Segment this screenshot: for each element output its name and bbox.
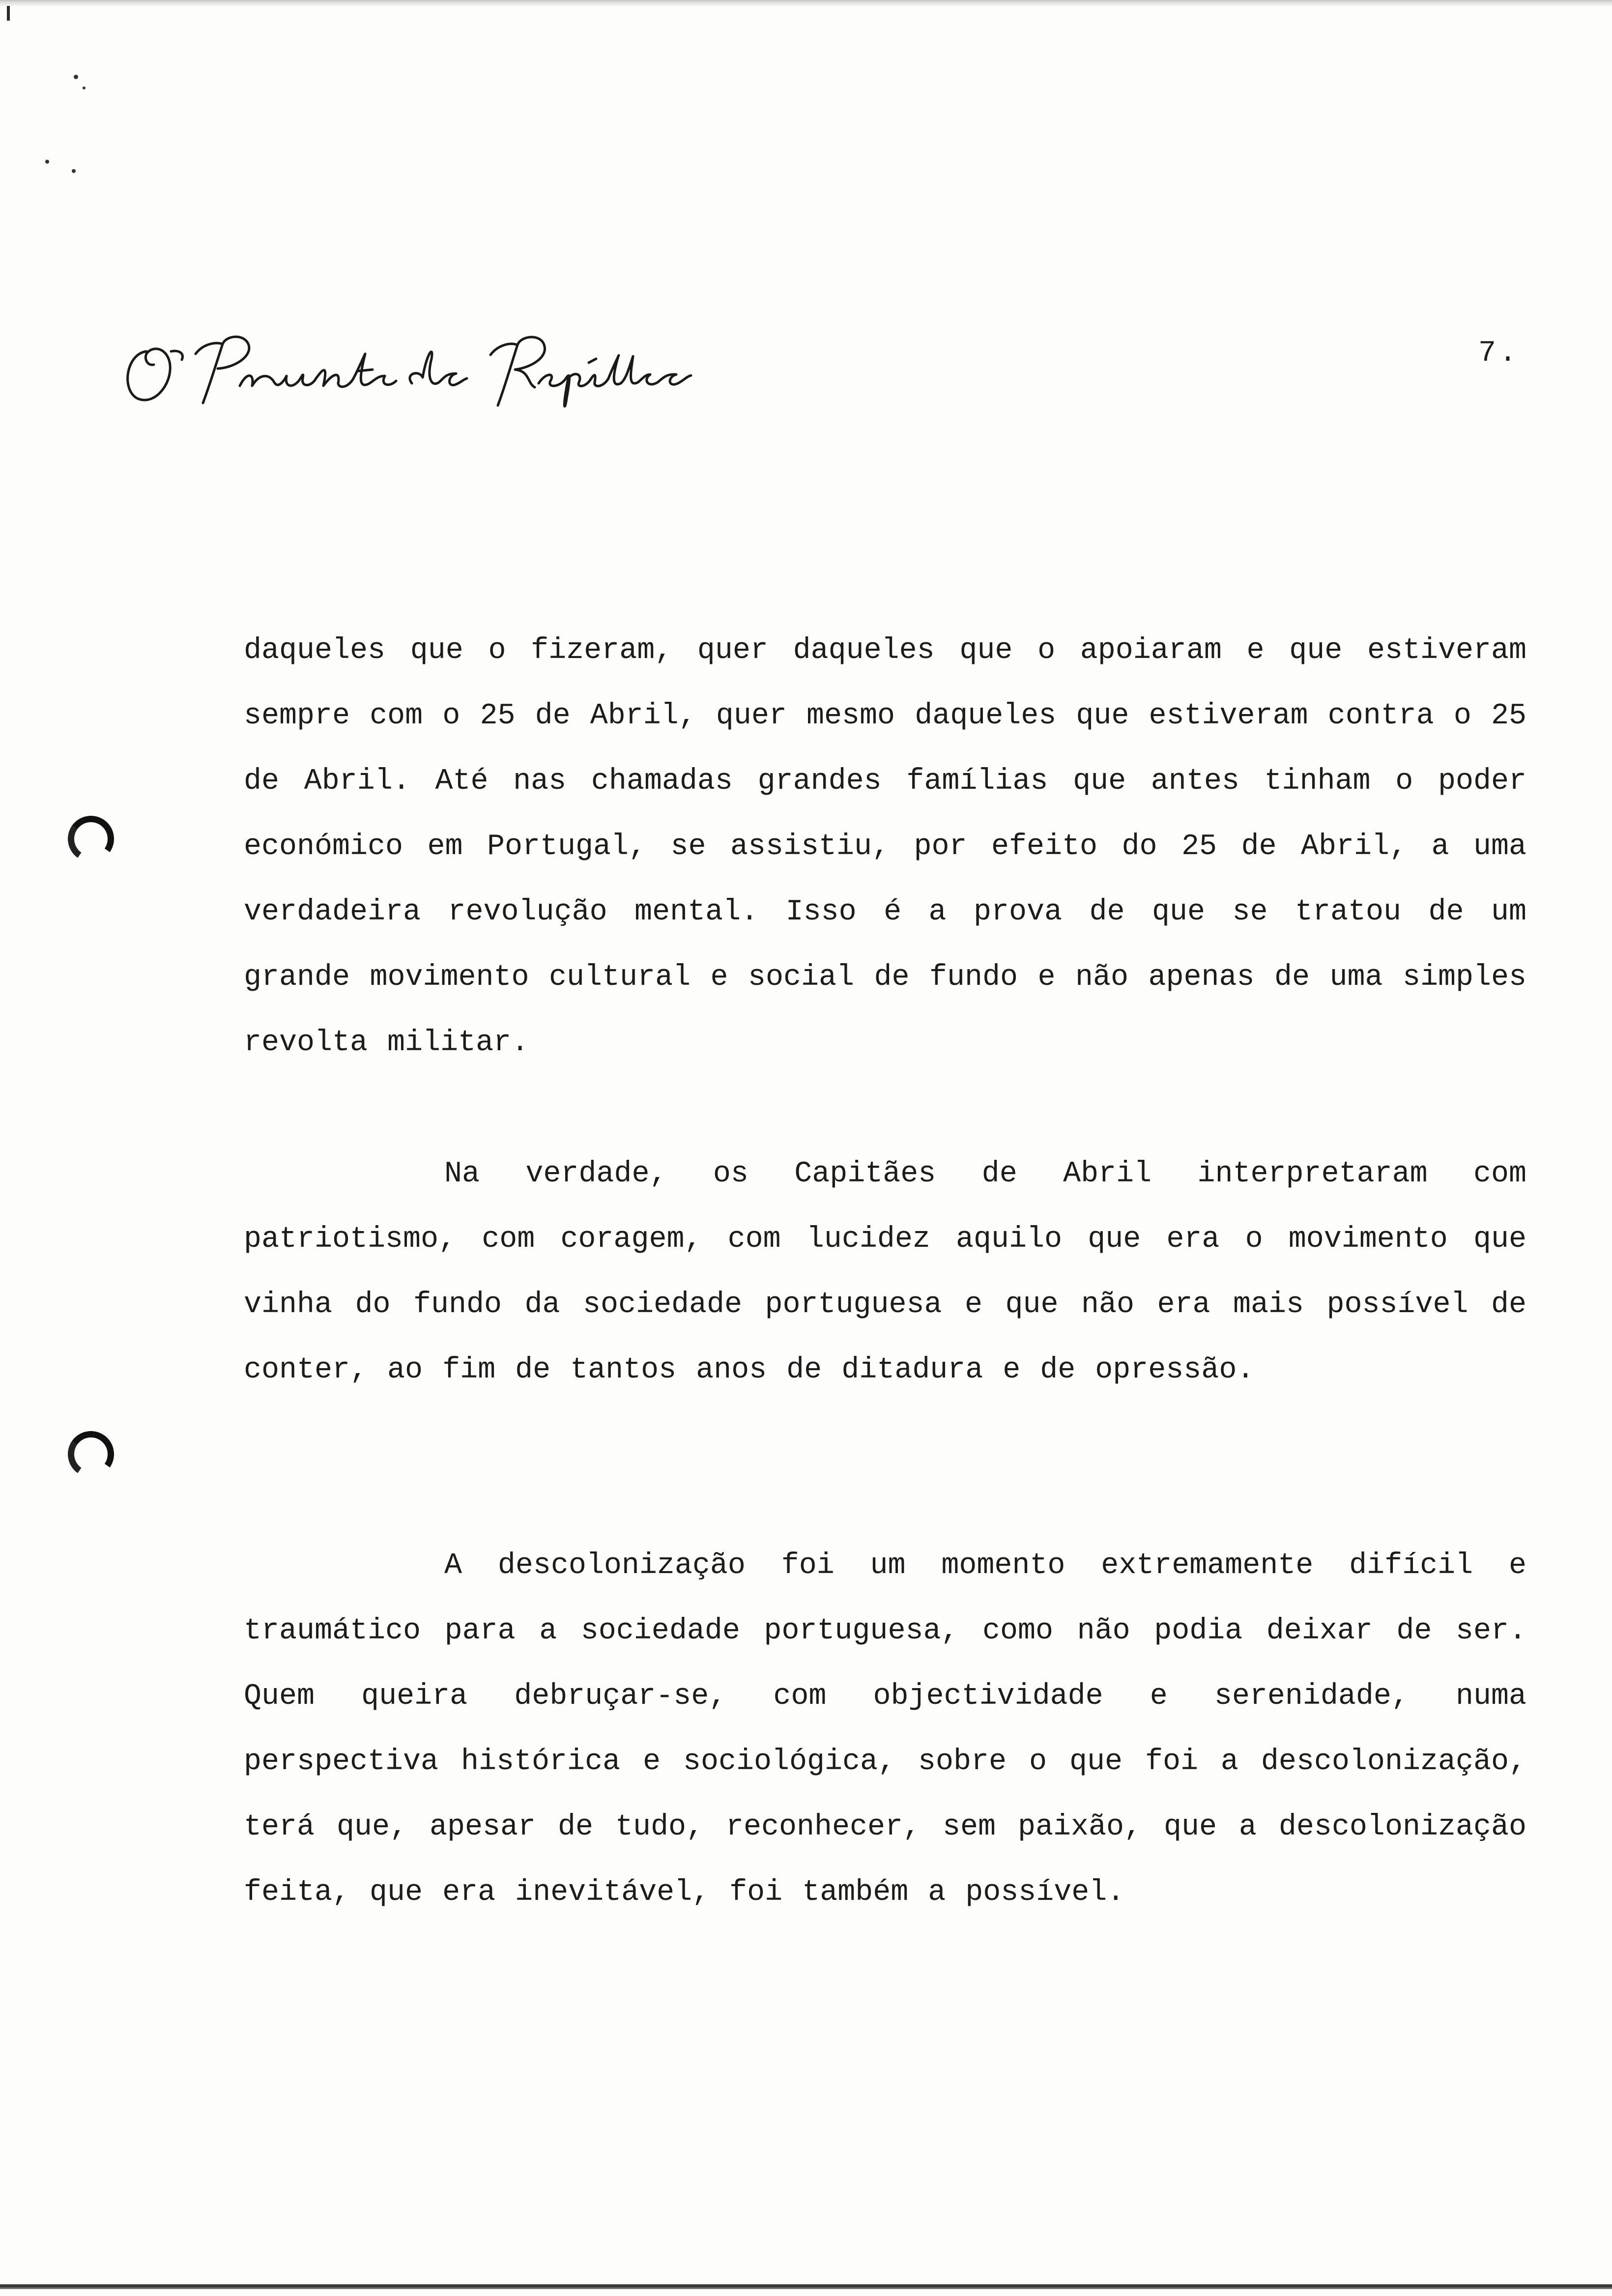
- scan-speck: [45, 160, 49, 164]
- page-number: 7.: [1478, 337, 1520, 370]
- paragraph-text: A descolonização foi um momento extremamente difícil e traumático para a sociedade portuguesa, como não podia deixar de ser. Quem queira debruçar-se, com objectividade e serenidade, numa perspectiva histórica e sociológica, sobre o que foi a descolonização, terá que, apesar de tudo, reconhecer, sem paixão, que a descolonização feita, que era inevitável, foi também a possível.: [244, 1549, 1526, 1909]
- punch-hole-lower: [64, 1428, 118, 1481]
- letterhead-logo: [117, 324, 707, 428]
- scan-mark: [7, 6, 10, 21]
- scan-speck: [72, 169, 76, 173]
- scan-speck: [74, 75, 78, 79]
- paragraph-text: daqueles que o fizeram, quer daqueles que o apoiaram e que estiveram sempre com o 25 de Abril, quer mesmo daqueles que estiveram contra o 25 de Abril. Até nas chamadas grandes famílias que antes tinham o poder económico em Portugal, se assistiu, por efeito do 25 de Abril, a uma verdadeira revolução mental. Isso é a prova de que se tratou de um grande movimento cultural e social de fundo e não apenas de uma simples revolta militar.: [244, 634, 1526, 1060]
- scan-speck: [83, 86, 86, 89]
- paragraph-text: Na verdade, os Capitães de Abril interpretaram com patriotismo, com coragem, com lucidez aquilo que era o movimento que vinha do fundo da sociedade portuguesa e que não era mais possível de conter, ao fim de tantos anos de ditadura e de opressão.: [244, 1157, 1526, 1387]
- paragraph-1: [244, 618, 1526, 1076]
- scan-bottom-edge: [0, 2284, 1612, 2289]
- paragraph-3: [244, 1533, 1526, 1925]
- scan-top-edge: [0, 0, 1612, 7]
- punch-hole-upper: [64, 812, 118, 866]
- paragraph-2: [244, 1142, 1526, 1403]
